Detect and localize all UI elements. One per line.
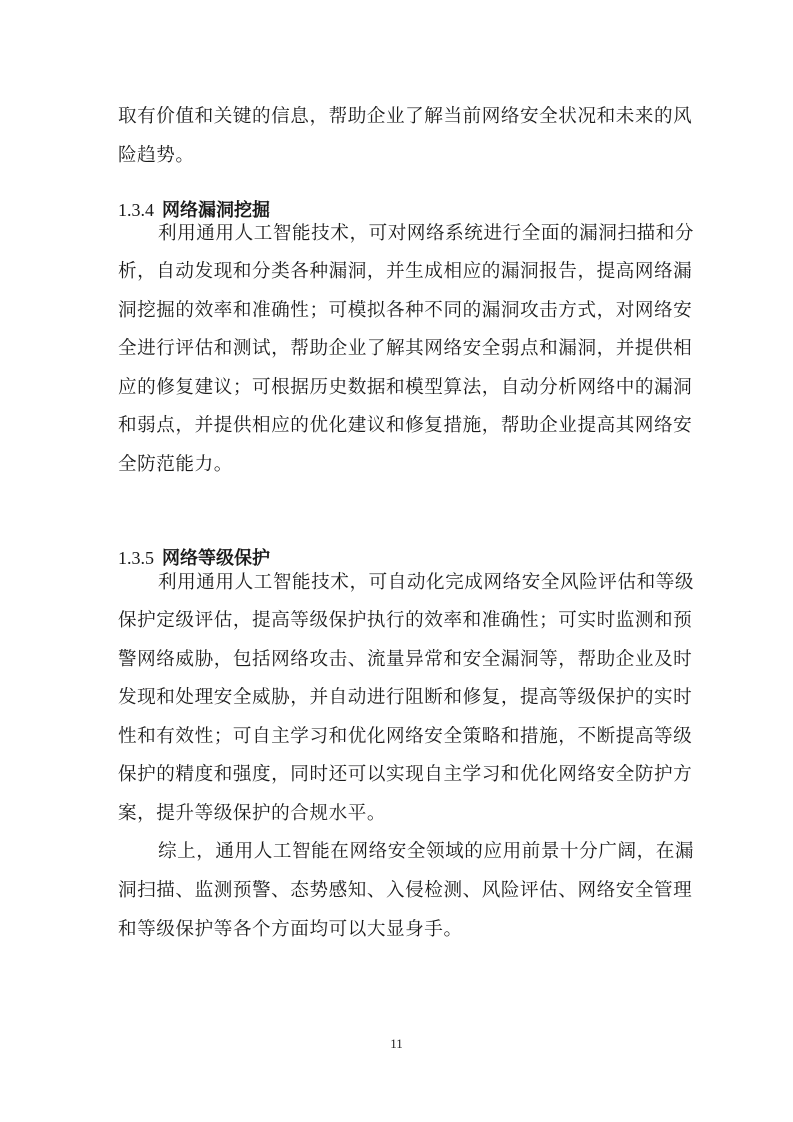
body-text-line: 析，自动发现和分类各种漏洞，并生成相应的漏洞报告，提高网络漏: [118, 261, 693, 282]
body-text-line: 保护的精度和强度，同时还可以实现自主学习和优化网络安全防护方: [118, 764, 693, 785]
section-title: 网络漏洞挖掘: [162, 200, 270, 221]
section-number: 1.3.5: [118, 548, 154, 568]
body-text-line: 利用通用人工智能技术，可自动化完成网络安全风险评估和等级: [158, 572, 695, 593]
body-text-line: 利用通用人工智能技术，可对网络系统进行全面的漏洞扫描和分: [158, 223, 695, 244]
body-text-line: 洞挖掘的效率和准确性；可模拟各种不同的漏洞攻击方式，对网络安: [118, 300, 693, 321]
body-text-line: 发现和处理安全威胁，并自动进行阻断和修复，提高等级保护的实时: [118, 687, 693, 708]
body-text-line: 性和有效性；可自主学习和优化网络安全策略和措施，不断提高等级: [118, 726, 693, 747]
page-number: 11: [390, 1036, 403, 1051]
section-title: 网络等级保护: [162, 548, 270, 569]
body-text-line: 案，提升等级保护的合规水平。: [118, 803, 387, 824]
body-text-line: 综上，通用人工智能在网络安全领域的应用前景十分广阔，在漏: [158, 841, 695, 862]
body-text-line: 和弱点，并提供相应的优化建议和修复措施，帮助企业提高其网络安: [118, 415, 693, 436]
body-text-line: 全进行评估和测试，帮助企业了解其网络安全弱点和漏洞，并提供相: [118, 338, 693, 359]
body-text-line: 保护定级评估，提高等级保护执行的效率和准确性；可实时监测和预: [118, 610, 693, 631]
body-text-line: 全防范能力。: [118, 454, 233, 475]
body-text-line: 和等级保护等各个方面均可以大显身手。: [118, 919, 463, 940]
body-text-line: 险趋势。: [118, 145, 195, 166]
body-text-line: 取有价值和关键的信息，帮助企业了解当前网络安全状况和未来的风: [118, 106, 693, 127]
body-text-line: 洞扫描、监测预警、态势感知、入侵检测、风险评估、网络安全管理: [118, 880, 693, 901]
body-text-line: 应的修复建议；可根据历史数据和模型算法，自动分析网络中的漏洞: [118, 377, 693, 398]
section-number: 1.3.4: [118, 200, 154, 220]
body-text-line: 警网络威胁，包括网络攻击、流量异常和安全漏洞等，帮助企业及时: [118, 649, 693, 670]
